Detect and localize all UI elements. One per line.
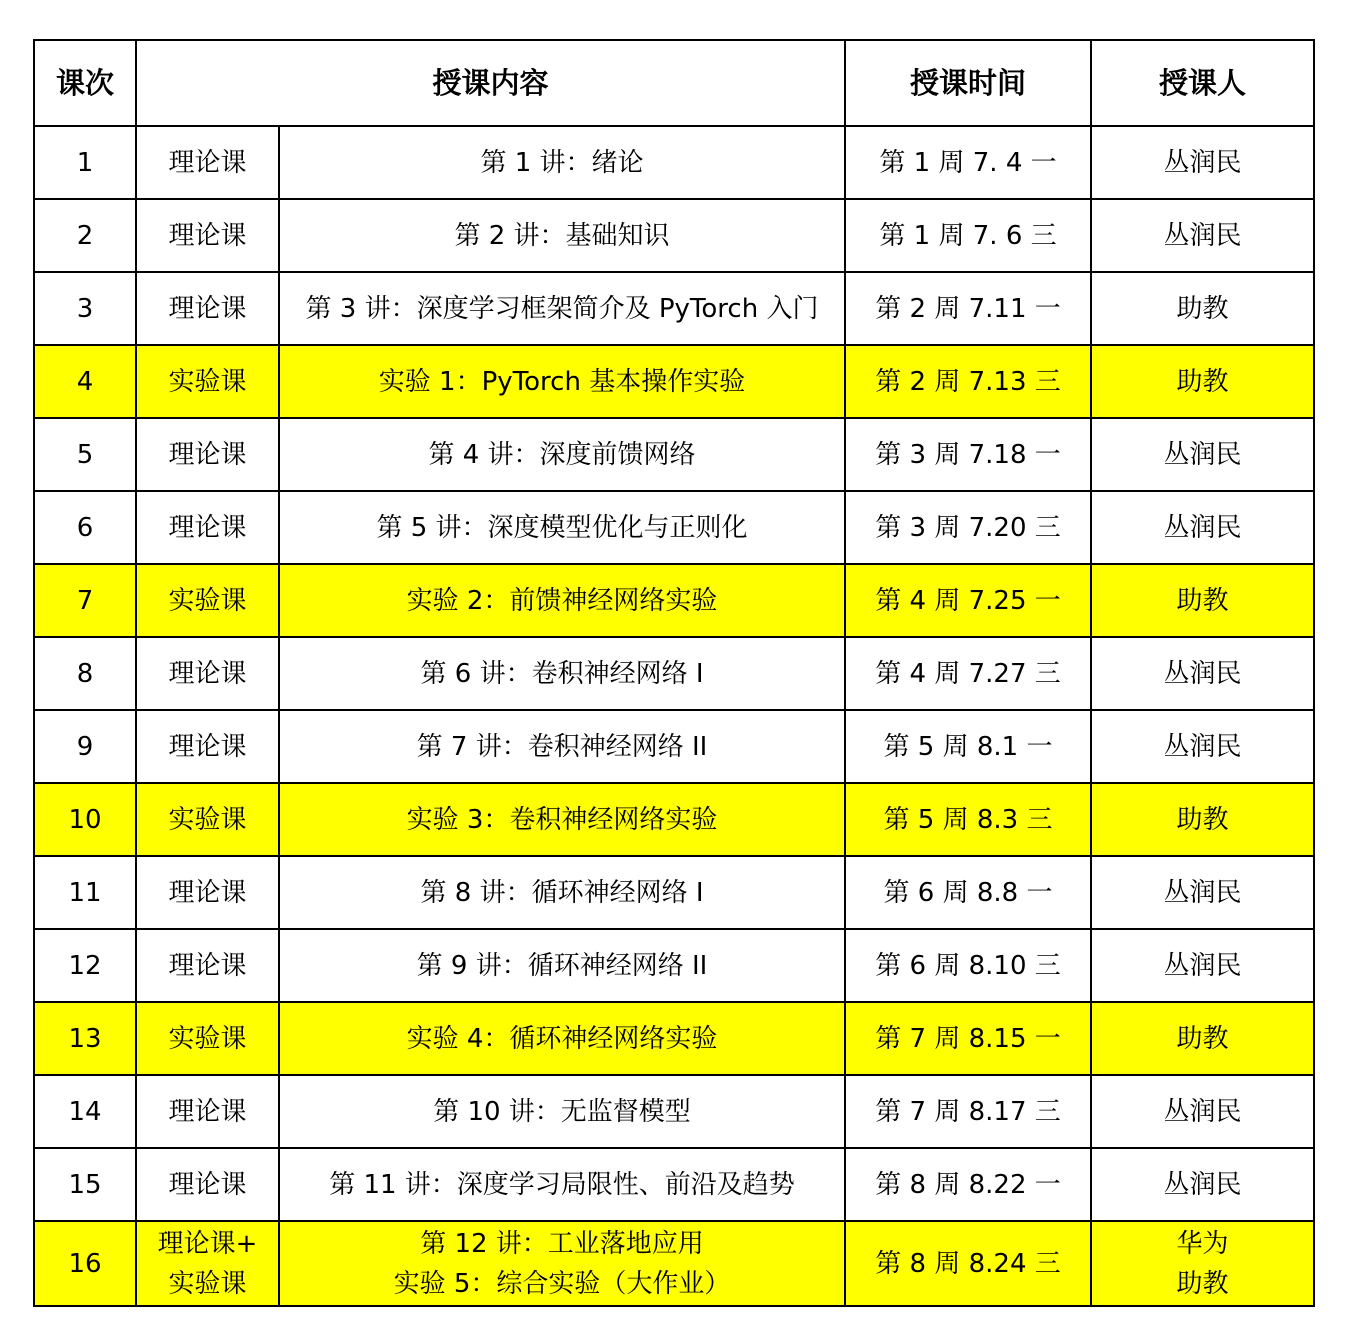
lesson-time: 第 8 周 8.24 三 (845, 1221, 1091, 1306)
lesson-time: 第 4 周 7.27 三 (845, 637, 1091, 710)
lesson-teacher: 助教 (1091, 345, 1314, 418)
table-row (34, 418, 1314, 491)
header-time: 授课时间 (845, 40, 1091, 126)
table-row (34, 1075, 1314, 1148)
header-content: 授课内容 (136, 40, 845, 126)
lesson-time: 第 1 周 7. 4 一 (845, 126, 1091, 199)
lesson-type: 实验课 (136, 564, 279, 637)
lesson-type: 理论课 (136, 637, 279, 710)
lesson-content-line: 第 12 讲：工业落地应用 (420, 1228, 704, 1259)
lesson-type: 实验课 (136, 345, 279, 418)
table-row (34, 710, 1314, 783)
lesson-number: 1 (34, 126, 136, 199)
lesson-content: 实验 3：卷积神经网络实验 (279, 783, 845, 856)
lesson-time: 第 5 周 8.3 三 (845, 783, 1091, 856)
lesson-type: 理论课 (136, 199, 279, 272)
lesson-teacher: 丛润民 (1091, 126, 1314, 199)
lesson-content: 实验 1：PyTorch 基本操作实验 (279, 345, 845, 418)
lesson-type (136, 1221, 279, 1306)
lesson-time: 第 6 周 8.10 三 (845, 929, 1091, 1002)
lesson-number: 11 (34, 856, 136, 929)
header-teacher: 授课人 (1091, 40, 1314, 126)
lesson-time: 第 4 周 7.25 一 (845, 564, 1091, 637)
course-schedule-table (33, 39, 1315, 1307)
lesson-time: 第 7 周 8.17 三 (845, 1075, 1091, 1148)
lesson-number: 8 (34, 637, 136, 710)
lesson-content: 第 9 讲：循环神经网络 II (279, 929, 845, 1002)
lesson-teacher: 丛润民 (1091, 1075, 1314, 1148)
lesson-number: 6 (34, 491, 136, 564)
lesson-content: 实验 4：循环神经网络实验 (279, 1002, 845, 1075)
lesson-type: 理论课 (136, 929, 279, 1002)
lesson-number: 9 (34, 710, 136, 783)
lesson-teacher: 助教 (1091, 783, 1314, 856)
header-lesson: 课次 (34, 40, 136, 126)
lesson-content-line: 实验 5：综合实验（大作业） (393, 1268, 731, 1299)
table-row (34, 126, 1314, 199)
lesson-number: 4 (34, 345, 136, 418)
lesson-number: 5 (34, 418, 136, 491)
lesson-time: 第 6 周 8.8 一 (845, 856, 1091, 929)
lesson-type: 理论课 (136, 418, 279, 491)
lesson-type: 实验课 (136, 1002, 279, 1075)
table-row (34, 564, 1314, 637)
lesson-teacher: 助教 (1091, 272, 1314, 345)
lesson-teacher: 丛润民 (1091, 1148, 1314, 1221)
lesson-number: 3 (34, 272, 136, 345)
lesson-teacher-line: 华为 (1176, 1228, 1229, 1259)
lesson-time: 第 7 周 8.15 一 (845, 1002, 1091, 1075)
lesson-number: 7 (34, 564, 136, 637)
table-row (34, 856, 1314, 929)
table-row (34, 491, 1314, 564)
lesson-content: 第 8 讲：循环神经网络 I (279, 856, 845, 929)
table-row (34, 929, 1314, 1002)
lesson-content: 第 7 讲：卷积神经网络 II (279, 710, 845, 783)
lesson-number: 2 (34, 199, 136, 272)
lesson-number: 16 (34, 1221, 136, 1306)
lesson-content (279, 1221, 845, 1306)
lesson-content: 第 5 讲：深度模型优化与正则化 (279, 491, 845, 564)
table-row (34, 1002, 1314, 1075)
lesson-time: 第 2 周 7.13 三 (845, 345, 1091, 418)
lesson-number: 10 (34, 783, 136, 856)
lesson-number: 14 (34, 1075, 136, 1148)
lesson-content: 第 1 讲：绪论 (279, 126, 845, 199)
lesson-teacher: 助教 (1091, 1002, 1314, 1075)
lesson-teacher-line: 助教 (1176, 1268, 1229, 1299)
lesson-type: 理论课 (136, 1148, 279, 1221)
lesson-number: 15 (34, 1148, 136, 1221)
lesson-number: 13 (34, 1002, 136, 1075)
lesson-content: 第 2 讲：基础知识 (279, 199, 845, 272)
lesson-type: 理论课 (136, 710, 279, 783)
table-row (34, 783, 1314, 856)
table-row (34, 1221, 1314, 1306)
lesson-teacher: 丛润民 (1091, 199, 1314, 272)
table-row (34, 1148, 1314, 1221)
table-row (34, 637, 1314, 710)
lesson-teacher (1091, 1221, 1314, 1306)
lesson-type: 实验课 (136, 783, 279, 856)
lesson-type: 理论课 (136, 491, 279, 564)
lesson-time: 第 1 周 7. 6 三 (845, 199, 1091, 272)
lesson-teacher: 丛润民 (1091, 710, 1314, 783)
lesson-content: 第 10 讲：无监督模型 (279, 1075, 845, 1148)
header-row (34, 40, 1314, 126)
lesson-content: 第 3 讲：深度学习框架简介及 PyTorch 入门 (279, 272, 845, 345)
lesson-time: 第 2 周 7.11 一 (845, 272, 1091, 345)
lesson-type: 理论课 (136, 126, 279, 199)
lesson-content: 第 11 讲：深度学习局限性、前沿及趋势 (279, 1148, 845, 1221)
lesson-content: 第 4 讲：深度前馈网络 (279, 418, 845, 491)
lesson-type-line: 理论课+ (157, 1228, 258, 1259)
lesson-teacher: 丛润民 (1091, 637, 1314, 710)
lesson-time: 第 5 周 8.1 一 (845, 710, 1091, 783)
lesson-teacher: 丛润民 (1091, 491, 1314, 564)
lesson-content: 第 6 讲：卷积神经网络 I (279, 637, 845, 710)
table-row (34, 345, 1314, 418)
lesson-type-line: 实验课 (168, 1268, 247, 1299)
lesson-teacher: 丛润民 (1091, 929, 1314, 1002)
lesson-content: 实验 2：前馈神经网络实验 (279, 564, 845, 637)
lesson-number: 12 (34, 929, 136, 1002)
lesson-type: 理论课 (136, 1075, 279, 1148)
lesson-type: 理论课 (136, 272, 279, 345)
lesson-teacher: 丛润民 (1091, 418, 1314, 491)
lesson-teacher: 丛润民 (1091, 856, 1314, 929)
lesson-time: 第 3 周 7.18 一 (845, 418, 1091, 491)
lesson-time: 第 8 周 8.22 一 (845, 1148, 1091, 1221)
table-row (34, 272, 1314, 345)
table-row (34, 199, 1314, 272)
lesson-type: 理论课 (136, 856, 279, 929)
lesson-time: 第 3 周 7.20 三 (845, 491, 1091, 564)
lesson-teacher: 助教 (1091, 564, 1314, 637)
